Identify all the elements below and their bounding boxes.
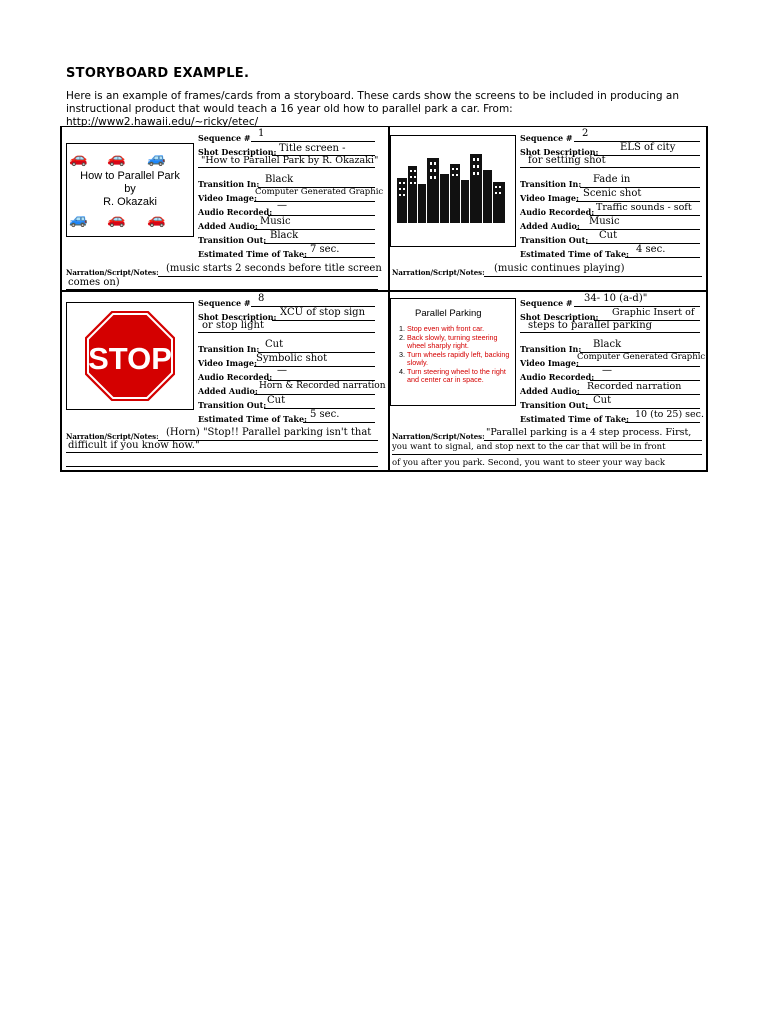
- card-1-trans-out: Black: [270, 230, 299, 241]
- card-4-sequence: 34- 10 (a-d)": [584, 293, 648, 304]
- card-2-audio-rec: Traffic sounds - soft: [596, 202, 692, 213]
- car-icon: 🚗: [147, 210, 166, 228]
- label-added-audio: Added Audio:: [520, 221, 580, 231]
- card-2-added-audio: Music: [589, 216, 620, 227]
- card-4-trans-out: Cut: [593, 395, 612, 406]
- car-icon: 🚙: [147, 149, 166, 167]
- parking-step: 1. Stop even with front car.: [407, 325, 515, 334]
- card-3-notes-1: (Horn) "Stop!! Parallel parking isn't that: [166, 427, 372, 438]
- card-3-video: Symbolic shot: [256, 353, 328, 364]
- card-4-image: [390, 298, 516, 406]
- card-3-trans-out: Cut: [267, 395, 286, 406]
- card-2-video: Scenic shot: [583, 188, 642, 199]
- label-time: Estimated Time of Take:: [520, 414, 629, 424]
- label-shot: Shot Description:: [520, 147, 599, 157]
- label-trans-in: Transition In:: [520, 344, 582, 354]
- card-3-notes-2: difficult if you know how.": [68, 440, 200, 451]
- card-1-added-audio: Music: [260, 216, 291, 227]
- card-3-shot-1: XCU of stop sign: [280, 307, 366, 318]
- card-1-audio-rec: —: [277, 200, 287, 211]
- label-trans-out: Transition Out:: [198, 235, 267, 245]
- card-4-added-audio: Recorded narration: [587, 381, 682, 392]
- label-audio-rec: Audio Recorded:: [520, 207, 595, 217]
- label-sequence: Sequence #: [520, 133, 573, 143]
- label-video: Video Image:: [520, 358, 579, 368]
- label-video: Video Image:: [520, 193, 579, 203]
- card-1: [62, 127, 388, 290]
- card-4-video: Computer Generated Graphic: [577, 352, 706, 362]
- card-4-time: 10 (to 25) sec.: [635, 409, 705, 420]
- label-added-audio: Added Audio:: [198, 221, 258, 231]
- label-audio-rec: Audio Recorded:: [198, 372, 273, 382]
- label-trans-in: Transition In:: [198, 344, 260, 354]
- label-video: Video Image:: [198, 358, 257, 368]
- label-notes: Narration/Script/Notes:: [392, 432, 485, 441]
- label-notes: Narration/Script/Notes:: [66, 268, 159, 277]
- label-trans-in: Transition In:: [520, 179, 582, 189]
- card-1-shot-1: Title screen -: [279, 143, 346, 154]
- label-time: Estimated Time of Take:: [520, 249, 629, 259]
- label-video: Video Image:: [198, 193, 257, 203]
- card-3-added-audio: Horn & Recorded narration: [259, 381, 386, 391]
- car-icon: 🚙: [69, 210, 88, 228]
- card-2: [390, 127, 708, 290]
- card-1-time: 7 sec.: [310, 244, 340, 255]
- label-trans-out: Transition Out:: [520, 400, 589, 410]
- card-4-notes-2: you want to signal, and stop next to the car that will be in front: [392, 442, 666, 452]
- parking-steps-list: [395, 325, 515, 385]
- card-2-image: [390, 135, 516, 247]
- card-4-shot-1: Graphic Insert of: [612, 307, 695, 318]
- card-2-notes-1: (music continues playing): [494, 263, 625, 274]
- card-2-time: 4 sec.: [636, 244, 666, 255]
- stop-sign-text: STOP: [88, 341, 172, 376]
- label-time: Estimated Time of Take:: [198, 249, 307, 259]
- card-3-shot-2: or stop light: [202, 320, 264, 331]
- parking-step: 2. Back slowly, turning steering wheel sharply right.: [407, 334, 515, 351]
- card-3: [62, 292, 388, 471]
- label-time: Estimated Time of Take:: [198, 414, 307, 424]
- label-notes: Narration/Script/Notes:: [392, 268, 485, 277]
- card-4-notes-3: of you after you park. Second, you want to steer your way back: [392, 458, 666, 468]
- card-2-shot-1: ELS of city: [620, 142, 676, 153]
- card-2-trans-in: Fade in: [593, 174, 631, 185]
- label-shot: Shot Description:: [198, 147, 277, 157]
- card-4-trans-in: Black: [593, 339, 622, 350]
- card-1-image-title: How to Parallel Park by R. Okazaki: [80, 170, 180, 208]
- card-1-trans-in: Black: [265, 174, 294, 185]
- card-4-notes-1: "Parallel parking is a 4 step process. First,: [486, 427, 692, 438]
- label-trans-in: Transition In:: [198, 179, 260, 189]
- parking-step: 4. Turn steering wheel to the right and center car in space.: [407, 368, 515, 385]
- label-trans-out: Transition Out:: [198, 400, 267, 410]
- card-1-notes-1: (music starts 2 seconds before title screen: [166, 263, 382, 274]
- card-3-sequence: 8: [258, 293, 265, 304]
- card-2-trans-out: Cut: [599, 230, 618, 241]
- car-icon: 🚗: [107, 149, 126, 167]
- card-3-audio-rec: —: [277, 365, 287, 376]
- label-audio-rec: Audio Recorded:: [198, 207, 273, 217]
- card-3-trans-in: Cut: [265, 339, 284, 350]
- card-4-shot-2: steps to parallel parking: [528, 320, 653, 331]
- stop-sign-icon: [67, 303, 193, 409]
- label-audio-rec: Audio Recorded:: [520, 372, 595, 382]
- label-shot: Shot Description:: [198, 312, 277, 322]
- intro-paragraph: Here is an example of frames/cards from a storyboard. These cards show the screens to be included in producing an instructional product that would teach a 16 year old how to parallel park a car. From: http://www2.hawaii.edu/~ricky/etec/: [66, 90, 680, 128]
- city-skyline-icon: [391, 136, 515, 246]
- car-icon: 🚗: [69, 149, 88, 167]
- label-added-audio: Added Audio:: [198, 386, 258, 396]
- card-2-sequence: 2: [582, 128, 589, 139]
- label-sequence: Sequence #: [198, 298, 251, 308]
- card-1-video: Computer Generated Graphic: [255, 187, 384, 197]
- label-sequence: Sequence #: [520, 298, 573, 308]
- page-heading: STORYBOARD EXAMPLE.: [66, 66, 250, 81]
- card-3-time: 5 sec.: [310, 409, 340, 420]
- card-1-sequence: 1: [258, 128, 265, 139]
- label-sequence: Sequence #: [198, 133, 251, 143]
- label-trans-out: Transition Out:: [520, 235, 589, 245]
- card-4-image-title: Parallel Parking: [415, 308, 482, 319]
- label-shot: Shot Description:: [520, 312, 599, 322]
- card-4: [390, 292, 708, 471]
- card-4-audio-rec: —: [602, 365, 612, 376]
- card-1-image: [66, 143, 194, 237]
- car-icon: 🚗: [107, 210, 126, 228]
- label-added-audio: Added Audio:: [520, 386, 580, 396]
- storyboard-sheet: [60, 126, 708, 472]
- card-1-shot-2: "How to Parallel Park by R. Okazaki": [201, 155, 379, 166]
- card-3-image: [66, 302, 194, 410]
- card-1-notes-2: comes on): [68, 277, 120, 288]
- card-2-shot-2: for setting shot: [528, 155, 606, 166]
- label-notes: Narration/Script/Notes:: [66, 432, 159, 441]
- parking-step: 3. Turn wheels rapidly left, backing slowly.: [407, 351, 515, 368]
